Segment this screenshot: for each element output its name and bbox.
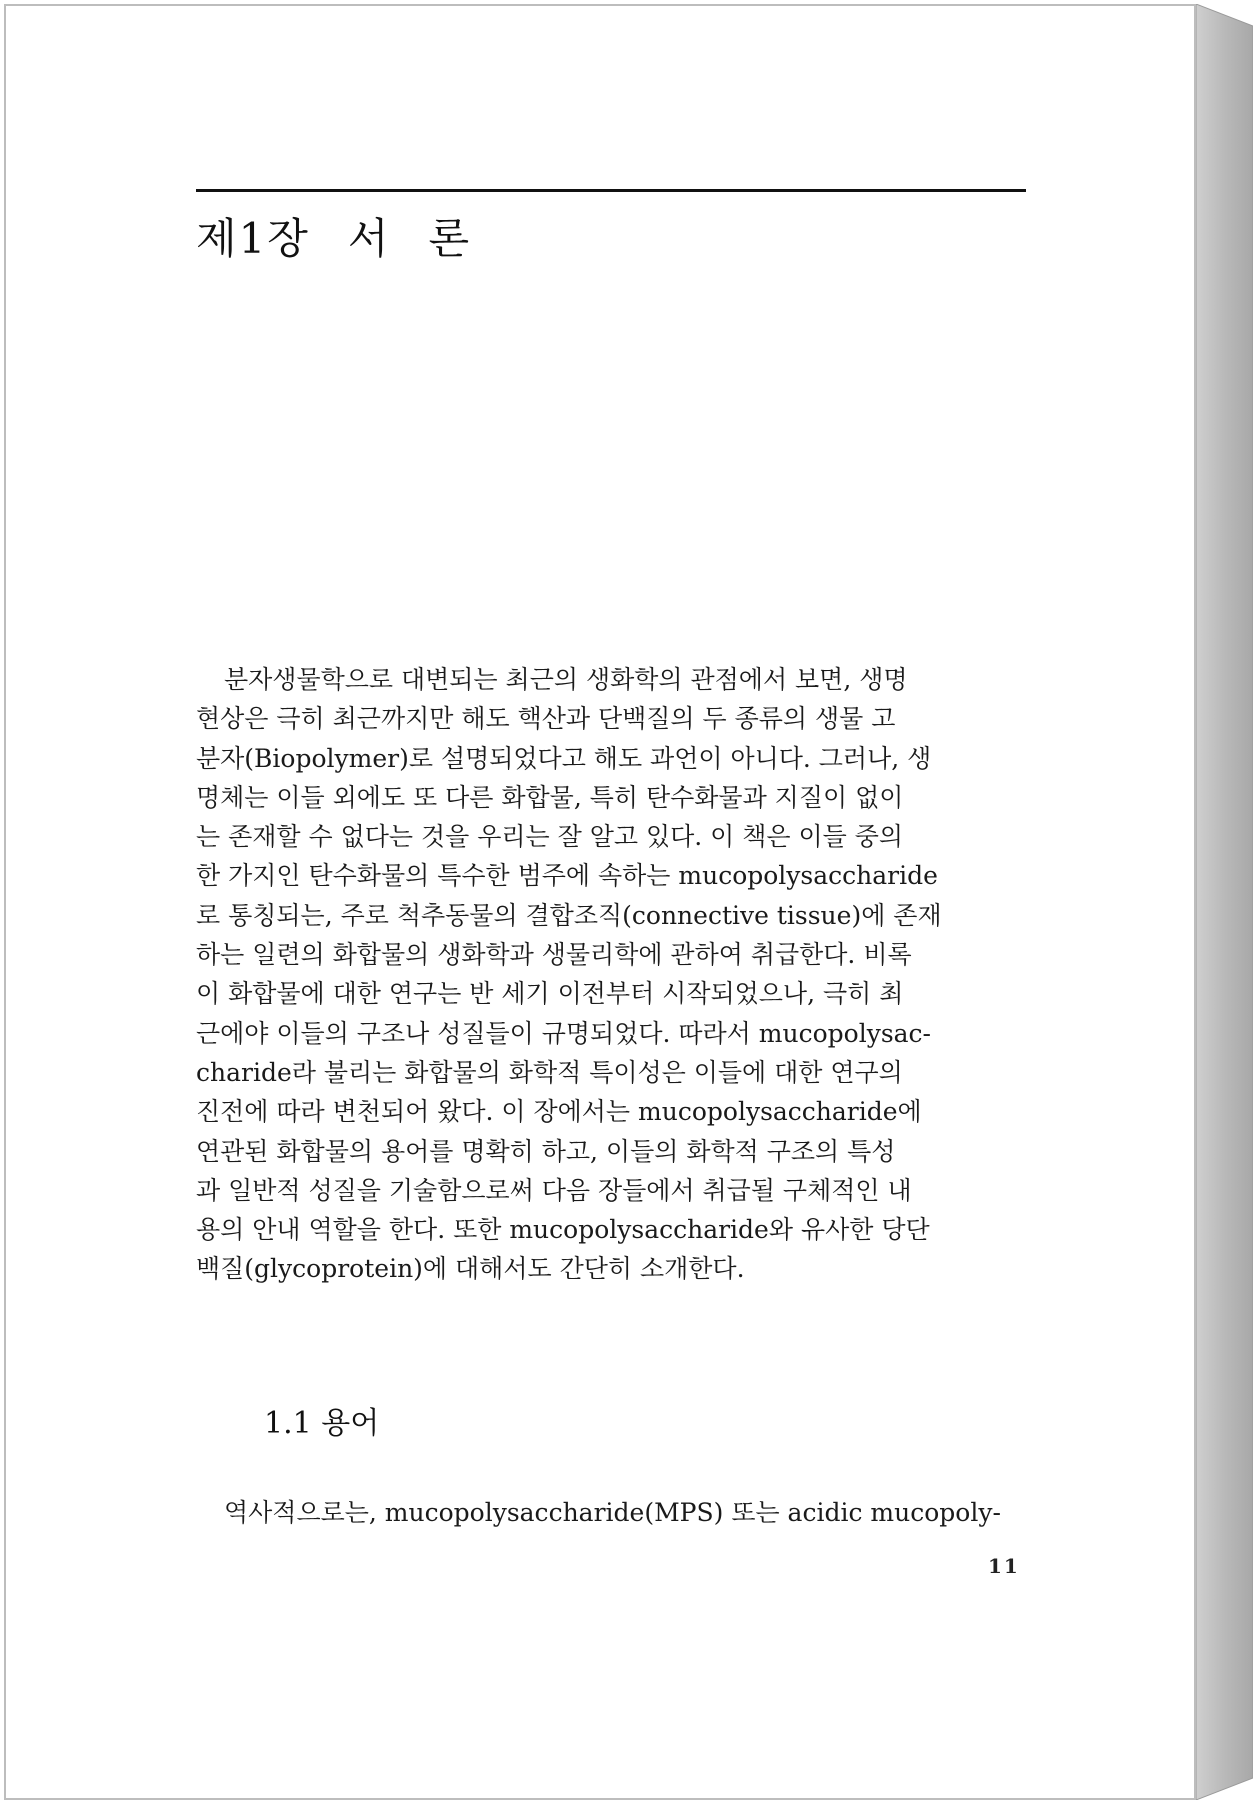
paragraph-line: 한 가지인 탄수화물의 특수한 범주에 속하는 mucopolysaccharide xyxy=(196,861,938,891)
paragraph-line: 근에야 이들의 구조나 성질들이 규명되었다. 따라서 mucopolysac- xyxy=(196,1018,931,1048)
paragraph-line: 과 일반적 성질을 기술함으로써 다음 장들에서 취급될 구체적인 내 xyxy=(196,1175,912,1205)
paragraph-line: 분자생물학으로 대변되는 최근의 생화학의 관점에서 보면, 생명 xyxy=(224,665,908,694)
chapter-title-part-2: 론 xyxy=(428,214,472,263)
page-number: 11 xyxy=(988,1554,1020,1578)
section-heading: 1.1 용어 xyxy=(264,1406,380,1441)
section-first-line: 역사적으로는, mucopolysaccharide(MPS) 또는 acidic mucopoly- xyxy=(224,1498,1001,1527)
paragraph-line: 백질(glycoprotein)에 대해서도 간단히 소개한다. xyxy=(196,1254,745,1284)
paragraph-line: 용의 안내 역할을 한다. 또한 mucopolysaccharide와 유사한 당단 xyxy=(196,1215,930,1245)
paragraph-line: 이 화합물에 대한 연구는 반 세기 이전부터 시작되었으나, 극히 최 xyxy=(196,979,904,1009)
paragraph-line: 진전에 따라 변천되어 왔다. 이 장에서는 mucopolysaccharide에 xyxy=(196,1097,922,1127)
paragraph-line: 분자(Biopolymer)로 설명되었다고 해도 과언이 아니다. 그러나, 생 xyxy=(196,743,932,773)
paragraph-line: 명체는 이들 외에도 또 다른 화합물, 특히 탄수화물과 지질이 없이 xyxy=(196,782,904,812)
paragraph-line: 연관된 화합물의 용어를 명확히 하고, 이들의 화학적 구조의 특성 xyxy=(196,1136,896,1166)
paragraph-line: 는 존재할 수 없다는 것을 우리는 잘 알고 있다. 이 책은 이들 중의 xyxy=(196,822,904,852)
paragraph-line: 현상은 극히 최근까지만 해도 핵산과 단백질의 두 종류의 생물 고 xyxy=(196,704,896,734)
chapter-label: 제1장 xyxy=(196,214,310,263)
paragraph-line: 하는 일련의 화합물의 생화학과 생물리학에 관하여 취급한다. 비록 xyxy=(196,940,912,970)
book-spine-shading xyxy=(1196,4,1253,1800)
paragraph-line: 로 통칭되는, 주로 척추동물의 결합조직(connective tissue)에 존재 xyxy=(196,900,942,930)
intro-paragraph xyxy=(196,660,1036,1289)
book-page xyxy=(4,4,1196,1800)
paragraph-line: charide라 불리는 화합물의 화학적 특이성은 이들에 대한 연구의 xyxy=(196,1057,903,1087)
chapter-rule xyxy=(196,189,1026,192)
chapter-title xyxy=(196,206,471,266)
chapter-title-part-1: 서 xyxy=(347,214,391,263)
book-spine xyxy=(1196,4,1253,1800)
